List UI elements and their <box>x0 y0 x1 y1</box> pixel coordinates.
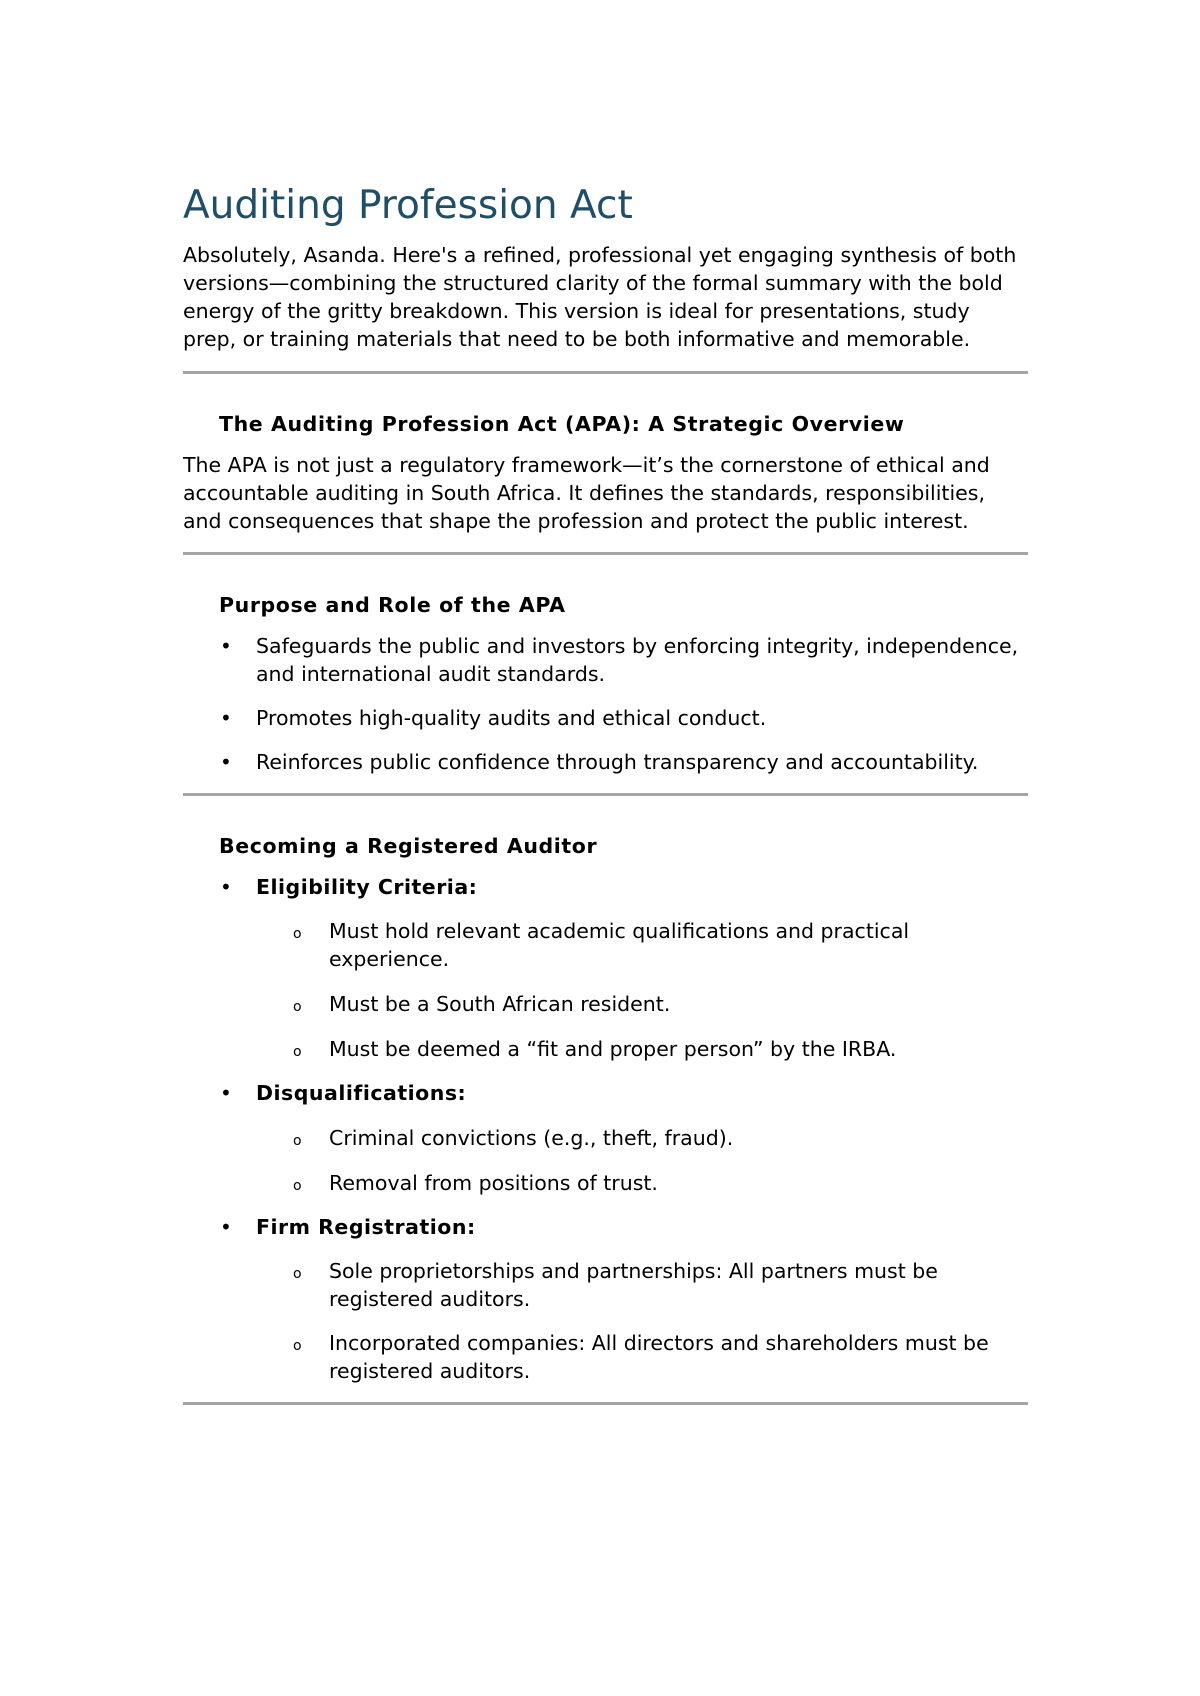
document-title: Auditing Profession Act <box>183 183 633 228</box>
sub-list-item <box>183 1329 1028 1385</box>
list-item-text: Safeguards the public and investors by enforcing integrity, independence, and international audit standards. <box>256 634 1019 686</box>
registration-heading: Becoming a Registered Auditor <box>219 834 598 858</box>
group-label: Disqualifications: <box>256 1081 467 1105</box>
overview-paragraph: The APA is not just a regulatory framework—it’s the cornerstone of ethical and accountable auditing in South Africa. It defines the standards, responsibilities, and consequences that shape the profession and protect the public interest. <box>183 453 990 533</box>
sub-list-item <box>183 990 1028 1018</box>
group-label: Eligibility Criteria: <box>256 875 478 899</box>
sub-bullet-icon: o <box>293 1338 302 1354</box>
sub-list-item-text: Must be deemed a “fit and proper person” by the IRBA. <box>329 1037 897 1061</box>
sub-bullet-icon: o <box>293 999 302 1015</box>
sub-list-item-text: Incorporated companies: All directors and shareholders must be registered auditors. <box>329 1331 989 1383</box>
sub-list-item-text: Must be a South African resident. <box>329 992 671 1016</box>
section-divider <box>183 793 1028 796</box>
purpose-list <box>183 632 1028 776</box>
list-item-firm-registration <box>183 1213 1028 1241</box>
purpose-heading: Purpose and Role of the APA <box>219 593 566 617</box>
group-label: Firm Registration: <box>256 1215 476 1239</box>
list-item-text: Promotes high-quality audits and ethical conduct. <box>256 706 767 730</box>
intro-paragraph: Absolutely, Asanda. Here's a refined, professional yet engaging synthesis of both versions—combining the structured clarity of the formal summary with the bold energy of the gritty breakdown. This version is ideal for presentations, study prep, or training materials that need to be both informative and memorable. <box>183 243 1017 351</box>
eligibility-sublist <box>183 917 1028 1063</box>
section-divider <box>183 371 1028 374</box>
bullet-icon: • <box>220 634 232 658</box>
bullet-icon: • <box>220 875 232 899</box>
bullet-icon: • <box>220 750 232 774</box>
registration-list <box>183 1079 1028 1107</box>
registration-list <box>183 873 1028 901</box>
sub-list-item-text: Sole proprietorships and partnerships: All partners must be registered auditors. <box>329 1259 938 1311</box>
bullet-icon: • <box>220 706 232 730</box>
disqualifications-sublist <box>183 1124 1028 1197</box>
sub-list-item <box>183 917 1028 973</box>
list-item-disqualifications <box>183 1079 1028 1107</box>
firm-registration-sublist <box>183 1257 1028 1385</box>
sub-bullet-icon: o <box>293 926 302 942</box>
list-item <box>183 748 1028 776</box>
overview-heading: The Auditing Profession Act (APA): A Strategic Overview <box>219 412 905 436</box>
sub-list-item <box>183 1169 1028 1197</box>
sub-list-item <box>183 1035 1028 1063</box>
section-divider <box>183 552 1028 555</box>
list-item-eligibility <box>183 873 1028 901</box>
list-item-text: Reinforces public confidence through transparency and accountability. <box>256 750 979 774</box>
bullet-icon: • <box>220 1081 232 1105</box>
document-page <box>183 180 1028 1405</box>
sub-bullet-icon: o <box>293 1044 302 1060</box>
sub-list-item-text: Removal from positions of trust. <box>329 1171 658 1195</box>
sub-list-item-text: Must hold relevant academic qualifications and practical experience. <box>329 919 910 971</box>
sub-list-item-text: Criminal convictions (e.g., theft, fraud). <box>329 1126 734 1150</box>
sub-list-item <box>183 1124 1028 1152</box>
sub-bullet-icon: o <box>293 1266 302 1282</box>
section-divider <box>183 1402 1028 1405</box>
sub-bullet-icon: o <box>293 1133 302 1149</box>
sub-bullet-icon: o <box>293 1178 302 1194</box>
sub-list-item <box>183 1257 1028 1313</box>
list-item <box>183 704 1028 732</box>
bullet-icon: • <box>220 1215 232 1239</box>
registration-list <box>183 1213 1028 1241</box>
list-item <box>183 632 1028 688</box>
